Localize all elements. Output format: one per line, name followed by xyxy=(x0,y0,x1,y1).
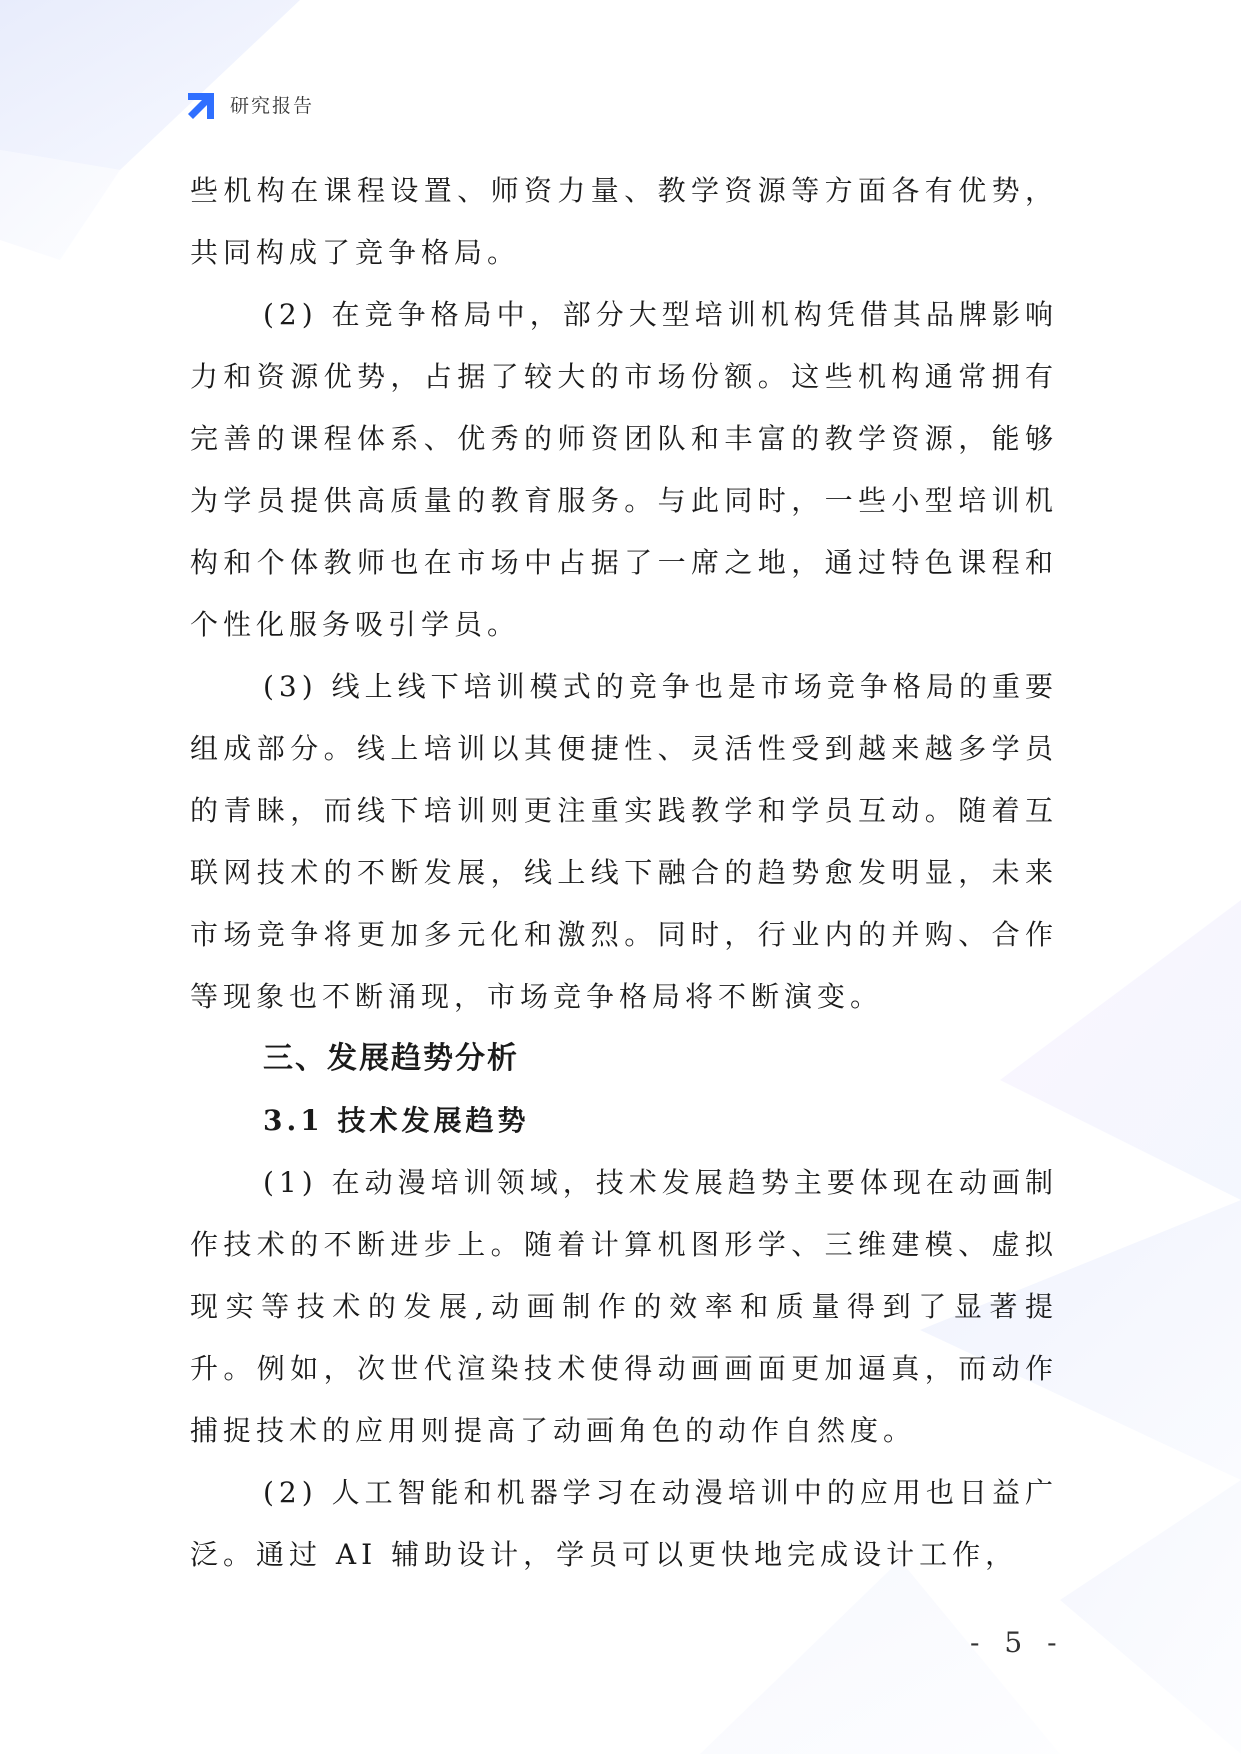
paragraph-tech-2: (2) 人工智能和机器学习在动漫培训中的应用也日益广泛。通过 AI 辅助设计，学员可以更快地完成设计工作， xyxy=(190,1476,1058,1571)
section-heading: 三、发展趋势分析 xyxy=(263,1041,519,1076)
paragraph-tech-1: (1) 在动漫培训领域，技术发展趋势主要体现在动画制作技术的不断进步上。随着计算机图形学、三维建模、虚拟现实等技术的发展,动画制作的效率和质量得到了显著提升。例如，次世代渲染技术使得动画画面更加逼真，而动作捕捉技术的应用则提高了动画角色的动作自然度。 xyxy=(190,1166,1058,1447)
arrow-up-right-icon xyxy=(186,87,220,121)
paragraph-continuation: 些机构在课程设置、师资力量、教学资源等方面各有优势，共同构成了竞争格局。 xyxy=(190,174,1058,269)
paragraph-item-2: (2) 在竞争格局中，部分大型培训机构凭借其品牌影响力和资源优势，占据了较大的市场份额。这些机构通常拥有完善的课程体系、优秀的师资团队和丰富的教学资源，能够为学员提供高质量的教育服务。与此同时，一些小型培训机构和个体教师也在市场中占据了一席之地，通过特色课程和个性化服务吸引学员。 xyxy=(190,298,1058,641)
paragraph-item-3: (3) 线上线下培训模式的竞争也是市场竞争格局的重要组成部分。线上培训以其便捷性、灵活性受到越来越多学员的青睐，而线下培训则更注重实践教学和学员互动。随着互联网技术的不断发展，线上线下融合的趋势愈发明显，未来市场竞争将更加多元化和激烈。同时，行业内的并购、合作等现象也不断涌现，市场竞争格局将不断演变。 xyxy=(190,670,1058,1013)
subsection-heading: 3.1 技术发展趋势 xyxy=(263,1104,530,1137)
header-title: 研究报告 xyxy=(230,94,315,117)
document-body xyxy=(190,160,1058,1586)
bg-shape-right-3 xyxy=(1060,1480,1241,1754)
report-header xyxy=(186,86,314,122)
bg-shape-top-left xyxy=(0,0,300,170)
page-number: - 5 - xyxy=(970,1626,1065,1659)
